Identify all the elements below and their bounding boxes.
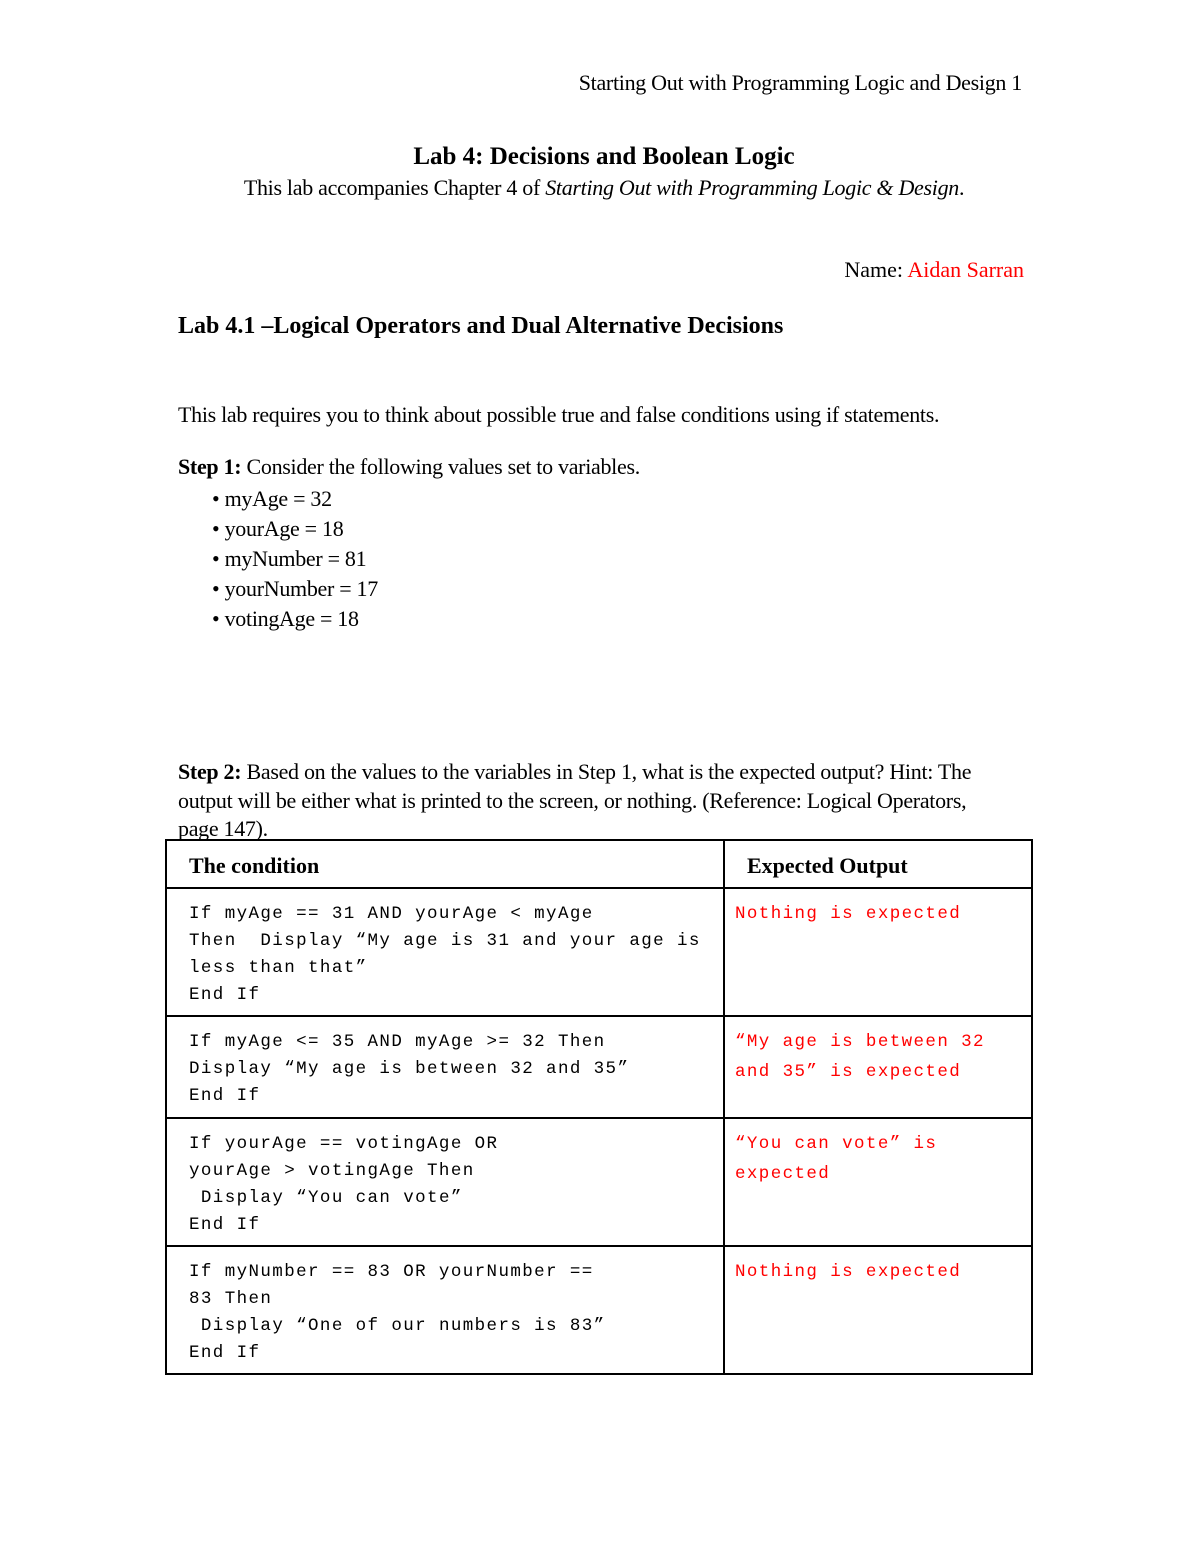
section-title: Lab 4.1 –Logical Operators and Dual Alternative Decisions	[178, 313, 784, 339]
step1-text: Consider the following values set to variables.	[241, 454, 640, 479]
page-subtitle	[0, 175, 1200, 201]
table-row	[166, 1016, 1032, 1118]
list-item: • votingAge = 18	[212, 606, 359, 631]
list-item: • yourAge = 18	[212, 516, 344, 541]
step1-paragraph	[178, 454, 640, 480]
step2-label: Step 2:	[178, 759, 242, 784]
running-header: Starting Out with Programming Logic and Design 1	[578, 70, 1022, 95]
list-item: • myAge = 32	[212, 486, 332, 511]
expected-output: “My age is between 32 and 35” is expected	[724, 1016, 1032, 1118]
page-title: Lab 4: Decisions and Boolean Logic	[413, 143, 795, 170]
step2-paragraph	[178, 758, 1008, 844]
condition-code: If myNumber == 83 OR yourNumber == 83 Then Display “One of our numbers is 83” End If	[166, 1246, 724, 1374]
table-header-row	[166, 840, 1032, 888]
table-row	[166, 1118, 1032, 1246]
student-name: Aidan Sarran	[907, 257, 1024, 282]
table-row	[166, 888, 1032, 1016]
step2-text: Based on the values to the variables in Step 1, what is the expected output? Hint: The output will be either what is printed to the screen, or nothing. (Reference: Logical Operators, page 147).	[178, 759, 972, 841]
condition-code: If yourAge == votingAge OR yourAge > votingAge Then Display “You can vote” End If	[166, 1118, 724, 1246]
step1-label: Step 1:	[178, 454, 242, 479]
name-label: Name:	[844, 257, 908, 282]
list-item: • myNumber = 81	[212, 546, 367, 571]
condition-code: If myAge == 31 AND yourAge < myAge Then Display “My age is 31 and your age is less than that” End If	[166, 888, 724, 1016]
intro-paragraph: This lab requires you to think about possible true and false conditions using if statements.	[178, 402, 940, 427]
subtitle-prefix: This lab accompanies Chapter 4 of	[243, 175, 546, 200]
condition-header: The condition	[166, 840, 724, 888]
expected-output: Nothing is expected	[724, 1246, 1032, 1374]
output-header: Expected Output	[724, 840, 1032, 888]
subtitle-suffix: .	[958, 175, 965, 200]
condition-table	[165, 839, 1033, 1375]
book-title: Starting Out with Programming Logic & Design	[545, 175, 959, 200]
name-line	[844, 257, 1024, 283]
list-item: • yourNumber = 17	[212, 576, 378, 601]
expected-output: Nothing is expected	[724, 888, 1032, 1016]
condition-code: If myAge <= 35 AND myAge >= 32 Then Display “My age is between 32 and 35” End If	[166, 1016, 724, 1118]
table-row	[166, 1246, 1032, 1374]
expected-output: “You can vote” is expected	[724, 1118, 1032, 1246]
variable-list	[212, 484, 378, 634]
